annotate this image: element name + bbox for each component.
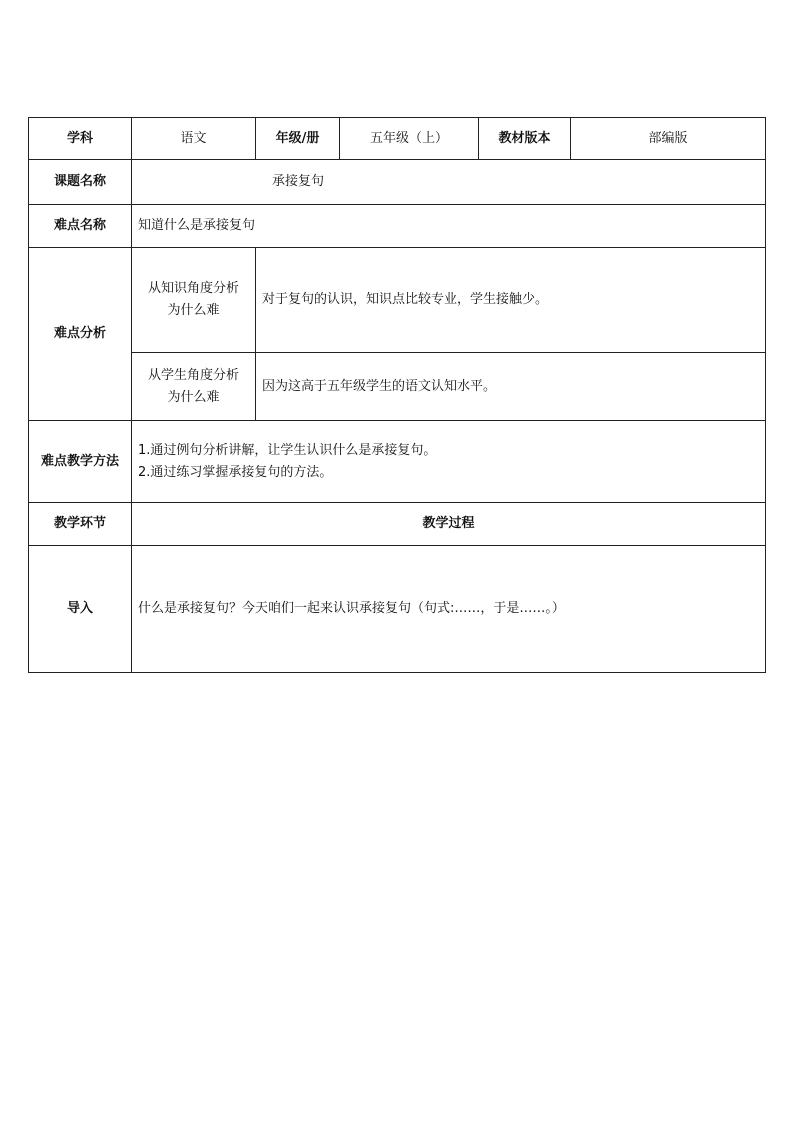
grade-label: 年级/册 — [256, 118, 340, 160]
lesson-value: 承接复句 — [132, 160, 766, 205]
knowledge-analysis-value: 对于复句的认识，知识点比较专业，学生接触少。 — [256, 248, 766, 353]
grade-value: 五年级（上） — [340, 118, 479, 160]
knowledge-analysis-label — [132, 248, 256, 353]
subject-label: 学科 — [29, 118, 132, 160]
knowledge-label-line2: 为什么难 — [167, 303, 220, 318]
lesson-label: 课题名称 — [29, 160, 132, 205]
intro-row — [29, 546, 766, 673]
difficulty-value: 知道什么是承接复句 — [132, 205, 766, 248]
process-header: 教学过程 — [132, 503, 766, 546]
student-analysis-value: 因为这高于五年级学生的语文认知水平。 — [256, 353, 766, 421]
student-analysis-label — [132, 353, 256, 421]
stage-header: 教学环节 — [29, 503, 132, 546]
analysis-student-row — [29, 353, 766, 421]
knowledge-label-line1: 从知识角度分析 — [147, 281, 239, 296]
method-label: 难点教学方法 — [29, 421, 132, 503]
difficulty-label: 难点名称 — [29, 205, 132, 248]
header-row — [29, 118, 766, 160]
intro-label: 导入 — [29, 546, 132, 673]
process-header-row — [29, 503, 766, 546]
difficulty-row — [29, 205, 766, 248]
analysis-knowledge-row — [29, 248, 766, 353]
student-label-line2: 为什么难 — [167, 389, 220, 405]
intro-value: 什么是承接复句？今天咱们一起来认识承接复句（句式:……，于是……。） — [132, 546, 766, 673]
student-label-line1: 从学生角度分析 — [147, 367, 239, 383]
lesson-plan-table — [28, 117, 766, 673]
method-item: 1.通过例句分析讲解，让学生认识什么是承接复句。 — [138, 442, 437, 458]
method-list — [132, 421, 766, 503]
subject-value: 语文 — [132, 118, 256, 160]
edition-label: 教材版本 — [479, 118, 571, 160]
analysis-label: 难点分析 — [29, 248, 132, 421]
lesson-row — [29, 160, 766, 205]
method-item: 2.通过练习掌握承接复句的方法。 — [138, 464, 333, 480]
edition-value: 部编版 — [571, 118, 766, 160]
method-row — [29, 421, 766, 503]
